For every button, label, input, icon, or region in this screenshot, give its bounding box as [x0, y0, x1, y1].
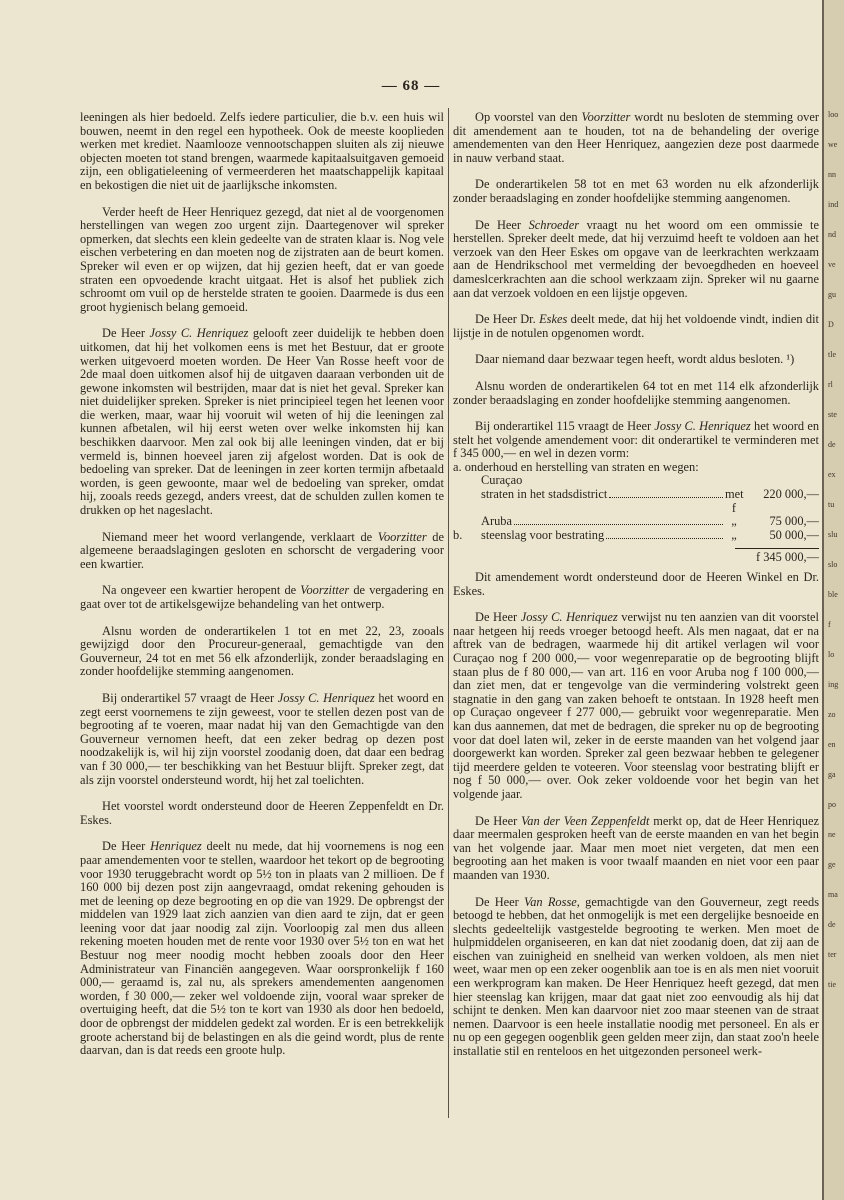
speaker-name: Voorzitter — [377, 529, 427, 544]
edge-text-fragment: ing — [828, 680, 839, 689]
amendment-row — [453, 515, 819, 529]
paragraph — [80, 692, 444, 787]
edge-text-fragment: slu — [828, 530, 838, 539]
speaker-name: Henriquez — [150, 839, 202, 854]
paragraph — [453, 815, 819, 883]
amendment-item-a: a. onderhoud en herstelling van straten en wegen: — [453, 459, 699, 474]
row-value: 220 000,— — [763, 487, 819, 502]
text-run: de algemeene beraadslagingen gesloten en schorscht de vergadering voor een kwartier. — [80, 529, 444, 571]
amendment-rows — [453, 488, 819, 542]
paragraph — [80, 840, 444, 1058]
dot-leader — [606, 538, 723, 539]
paragraph: Dit amendement wordt ondersteund door de Heeren Winkel en Dr. Eskes. — [453, 570, 819, 598]
paragraph — [453, 313, 819, 340]
text-run: De Heer — [475, 813, 522, 828]
edge-text-fragment: ind — [828, 200, 839, 209]
edge-text-fragment: slo — [828, 560, 838, 569]
text-run: gelooft zeer duidelijk te hebben doen uitkomen, dat hij het volkomen eens is met het Bestuur, dat er groote werken uitgevoerd moeten worden. De Heer Van Rosse heeft voor de 2de maal doen uitkomen alsof hij de uitgaven daaraan verbonden uit de gewone inkomsten wil bestrijden, maar dat is niet het geval. Spreker kan niet duidelijker spreken. Spreker is niet principieel tegen het leenen voor die werken, maar, waar hij vooruit wil weten of hij die leeningen zal kunnen afbetalen, wil hij eerst weten over welke inkomsten hij kan beschikken daarvoor. Men zal ook bij alle leeningen vinden, dat er bij vermeld is, binnen hoeveel jaren zij afgelost worden. Dat is ook de bedoeling van spreker. Dat de leeningen in zeer korten termijn afbetaald worden, is geen gewoonte, maar wel de bedoeling van spreker, omdat hij, zooals reeds gezegd, anders vreest, dat de schulden zullen komen te drukken op het nageslacht. — [80, 326, 445, 518]
text-run: de vergadering en gaat over tot de artikelsgewijze behandeling van het ontwerp. — [80, 583, 444, 611]
paragraph — [453, 111, 819, 165]
edge-text-fragment: ga — [828, 770, 836, 779]
edge-text-fragment: nd — [828, 230, 836, 239]
text-run: , gemachtigde van den Gouverneur, zegt reeds betoogd te hebben, dat het onmogelijk is met een dergelijke besnoeide en slechts gedeeltelijk vastgestelde begrooting te werken. Men moet de hulpmiddelen organiseeren, en kan dat niet zoodanig doen, dat zij aan de eischen van zuinigheid en snelheid van werken voldoen, als men niet weet, waar men op een zeker oogenblik aan toe is en als men niet vooruit een werkprogram kan maken. De Heer Henriquez heeft gezegd, dat men hier steenslag kan krijgen, maar dat gaat niet zoo eenvoudig als hij dat schijnt te denken. Men kan daarvoor niet zoo maar steenen van de straat nemen. Daarvoor is een heele installatie noodig met personeel. En als er nu op een gegegen oogenblik geen gelden meer zijn, dan staat zoo'n heele installatie stil en renteloos en het uitgezonden personeel werk- — [453, 894, 819, 1059]
speaker-name: Eskes — [539, 312, 568, 327]
dot-leader — [609, 497, 723, 498]
speaker-name: Van Rosse — [524, 894, 577, 909]
text-run: deelt mede, dat hij het voldoende vindt, indien dit lijstje in de notulen opgenomen wordt. — [453, 312, 819, 340]
amendment-row — [453, 488, 819, 515]
edge-text-fragment: we — [828, 140, 838, 149]
amendment-row — [453, 529, 819, 543]
edge-text-fragment: gu — [828, 290, 836, 299]
edge-text-fragment: en — [828, 740, 836, 749]
adjacent-page-edge — [822, 0, 844, 1200]
paragraph: Daar niemand daar bezwaar tegen heeft, wordt aldus besloten. ¹) — [475, 352, 795, 367]
text-run: De Heer — [475, 894, 525, 909]
text-run: Niemand meer het woord verlangende, verklaart de — [102, 529, 378, 544]
edge-text-fragment: ge — [828, 860, 836, 869]
speaker-name: Jossy C. Henriquez — [149, 326, 249, 341]
paragraph — [453, 896, 819, 1059]
edge-text-fragment: de — [828, 920, 836, 929]
edge-text-fragment: nn — [828, 170, 836, 179]
paragraph — [80, 584, 444, 611]
dot-leader — [514, 524, 723, 525]
edge-text-fragment: f — [828, 620, 831, 629]
edge-text-fragment: ne — [828, 830, 836, 839]
edge-text-fragment: zo — [828, 710, 836, 719]
edge-text-fragment: rl — [828, 380, 833, 389]
paragraph — [453, 611, 819, 801]
amendment-total-value: f 345 000,— — [735, 548, 819, 565]
row-value: 75 000,— — [769, 514, 819, 529]
right-column — [453, 111, 819, 1121]
text-run: verwijst nu ten aanzien van dit voorstel naar hetgeen hij reeds vroeger betoogd heeft. Als men nagaat, dat er na aftrek van de bedragen, waarmede hij dit artikel verlagen wil voor Curaçao nog f 200 000,— voor wegenreparatie op de begrooting blijft staan plus de f 80 000,— van art. 116 en voor Aruba nog f 100 000,— dan ziet men, dat er tengevolge van die vermindering volstrekt geen stagnatie in den gang van zaken behoeft te ontstaan. In 1928 heeft men op Curaçao ongeveer f 277 000,— gebruikt voor wegenreparatie. Men kan dus aannemen, dat met de bedragen, die spreker nu op de begrooting voor dat doel laten wil, zeker in de eerste maanden van het volgend jaar doorgewerkt kan worden. Spreker zal geen bezwaar hebben te gelegener tijd meerdere gelden te voteeren. Voor steenslag voor bestrating blijft er nog f 50 000,— over. Ook zeker voldoende voor het begin van het volgende jaar. — [453, 610, 819, 801]
speaker-name: Jossy C. Henriquez — [654, 419, 751, 434]
row-currency: „ — [731, 527, 737, 542]
amendment-subheading: Curaçao — [481, 473, 523, 488]
text-run: De Heer Dr. — [475, 312, 540, 327]
paragraph: leeningen als hier bedoeld. Zelfs iedere particulier, die b.v. een huis wil bouwen, neemt in den regel een hypotheek. Ook de meeste kooplieden werken met krediet. Naamlooze vennootschappen sluiten als zij nieuwe objecten moeten tot stand brengen, waarmede kapitaalsuitgaven gemoeid zijn, een obligatieleening of vermeerderen het maatschappelijk kapitaal en bekostigen die niet uit de jaarlijksche inkomsten. — [80, 110, 444, 192]
edge-text-fragment: tie — [828, 980, 836, 989]
edge-text-fragment: loo — [828, 110, 839, 119]
row-label: steenslag voor bestrating — [481, 527, 605, 542]
text-run: Bij onderartikel 115 vraagt de Heer — [475, 419, 655, 434]
speaker-name: Schroeder — [528, 217, 580, 232]
edge-text-fragment: D — [828, 320, 834, 329]
text-run: merkt op, dat de Heer Henriquez daar meermalen gesproken heeft van de eerste maanden en van het begin van het volgende jaar. Maar men moet niet vergeten, dat men een begrooting aan het maken is voor twaalf maanden en niet voor een paar maanden van 1930. — [453, 813, 819, 882]
edge-text-fragment: ex — [828, 470, 836, 479]
edge-text-fragment: po — [828, 800, 836, 809]
text-run: deelt nu mede, dat hij voornemens is nog een paar amendementen voor te stellen, waardoor het tekort op de begrooting voor 1930 teruggebracht wordt op 5½ ton in plaats van 2 millioen. De f 160 000 bij dezen post zijn aangevraagd, omdat rekening gehouden is met de leening op deze begrooting en op die van 1929. De opbrengst der middelen van 1929 laat zich aanzien van dien aard te zijn, dat er geen leening voor dat jaar noodig zal zijn. Voorloopig zal men dus alleen rekening moeten houden met de rente voor 1930 over 5½ ton en wat het Bestuur nog meer noodig mocht hebben zooals door den Heer Administrateur van Financiën aangegeven. Waar oorspronkelijk f 160 000,— geraamd is, zal nu, als sprekers amendementen aangenomen worden, f 30 000,— zeker wel voldoende zijn, vooral waar spreker de overtuiging heeft, dat die 5½ ton te kort van 1930 als door hen bedoeld, door de opbrengst der middelen gedekt zal worden. Er is een betrekkelijk groote acherstand bij de belastingen en als die geind wordt, plus de rente daarvan, dan is dat reeds een groote hulp. — [80, 839, 444, 1058]
row-value: 50 000,— — [769, 527, 819, 542]
row-tag: b. — [453, 527, 463, 542]
edge-text-fragment: ste — [828, 410, 837, 419]
edge-text-fragment: de — [828, 440, 836, 449]
paragraph: Verder heeft de Heer Henriquez gezegd, dat niet al de voorgenomen herstellingen van wegen zoo urgent zijn. Daartegenover wil spreker opmerken, dat slechts een klein gedeelte van de straten klaar is. Nog vele eischen verbetering en dan moeten nog de zijstraten aan de beurt komen. Spreker wil even er op wijzen, dat hij gezien heeft, dat er van goede straten een opvoedende kracht uitgaat. Het is alsof het publiek zich schroomt om vuil op de herstelde straten te gooien. Daarmede is dus een groot hygienisch belang gemoeid. — [80, 204, 444, 314]
amendment-total — [453, 542, 819, 565]
edge-text-fragment: ve — [828, 260, 836, 269]
text-run: Na ongeveer een kwartier heropent de — [102, 583, 301, 598]
speaker-name: Voorzitter — [300, 583, 350, 598]
speaker-name: Voorzitter — [581, 111, 631, 124]
text-run: Bij onderartikel 57 vraagt de Heer — [102, 690, 278, 705]
speaker-name: Van der Veen Zeppenfeldt — [521, 813, 650, 828]
amendment-table — [453, 461, 819, 565]
paragraph: Alsnu worden de onderartikelen 1 tot en met 22, 23, zooals gewijzigd door den Procureur-generaal, gemachtigde van den Gouverneur, 24 tot en met 56 elk afzonderlijk, zonder beraadslaging en zonder hoofdelijke stemming aangenomen. — [80, 623, 444, 679]
text-run: vraagt nu het woord om een ommissie te herstellen. Spreker deelt mede, dat hij verzuimd heeft te voldoen aan het verzoek van den Heer Eskes om opgave van de leerkrachten werkzaam aan de Hendrikschool met vermelding der bevoegdheden en hoeveel dameslcerkrachten aan die school werkzaam zijn. Spreker wil nu gaarne aan dat verzoek voldoen en een lijstje opgeven. — [453, 217, 819, 300]
paragraph: Het voorstel wordt ondersteund door de Heeren Zeppenfeldt en Dr. Eskes. — [80, 799, 444, 827]
paragraph — [80, 531, 444, 572]
paragraph — [453, 219, 819, 301]
edge-text-fragment: ble — [828, 590, 838, 599]
row-label: Aruba — [481, 514, 512, 529]
paragraph — [453, 420, 819, 461]
edge-text-fragment: tu — [828, 500, 835, 509]
page-number: — 68 — — [381, 78, 441, 94]
edge-text-fragment: lo — [828, 650, 835, 659]
text-run: De Heer — [102, 839, 151, 854]
text-run: wordt nu besloten de stemming over dit amendement aan te houden, tot na de behandeling der overige amendementen van den Heer Henriquez, aangezien deze post daarmede in nauw verband staat. — [453, 111, 819, 165]
paragraph — [80, 327, 444, 517]
edge-text-fragment: ma — [828, 890, 838, 899]
speaker-name: Jossy C. Henriquez — [277, 690, 375, 705]
text-run: het woord en stelt het volgende amendement voor: dit onderartikel te verminderen met f 345 000,— en wel in dezen vorm: — [453, 419, 819, 461]
text-run: De Heer — [102, 326, 150, 341]
row-label: straten in het stadsdistrict — [481, 487, 608, 502]
text-run: Op voorstel van den — [475, 111, 582, 124]
row-currency: „ — [731, 514, 737, 529]
speaker-name: Jossy C. Henriquez — [520, 610, 618, 625]
edge-text-fragment: ter — [828, 950, 837, 959]
paragraph: Alsnu worden de onderartikelen 64 tot en met 114 elk afzonderlijk zonder beraadslaging en zonder hoofdelijke stemming aangenomen. — [453, 378, 819, 407]
text-run: het woord en zegt eerst voornemens te zijn geweest, voor te stellen dezen post van de begrooting af te voeren, maar nadat hij van den Gemachtigde van den Gouverneur vernomen heeft, dat een zeker bedrag op dezen post noodzakelijk is, wil hij zijn voorstel zoodanig doen, dat daar een bedrag van f 30 000,— ter beschikking van het Bestuur blijft. Spreker zegt, dat als zijn voorstel ondersteund wordt, hij het zal toelichten. — [80, 690, 444, 787]
paragraph: De onderartikelen 58 tot en met 63 worden nu elk afzonderlijk zonder beraadslaging en zonder hoofdelijke stemming aangenomen. — [453, 177, 819, 205]
row-currency: met f — [725, 487, 744, 515]
edge-text-fragment: tle — [828, 350, 836, 359]
column-divider — [448, 108, 449, 1118]
text-run: De Heer — [475, 217, 529, 232]
left-column — [80, 111, 444, 1071]
text-run: De Heer — [475, 610, 521, 625]
